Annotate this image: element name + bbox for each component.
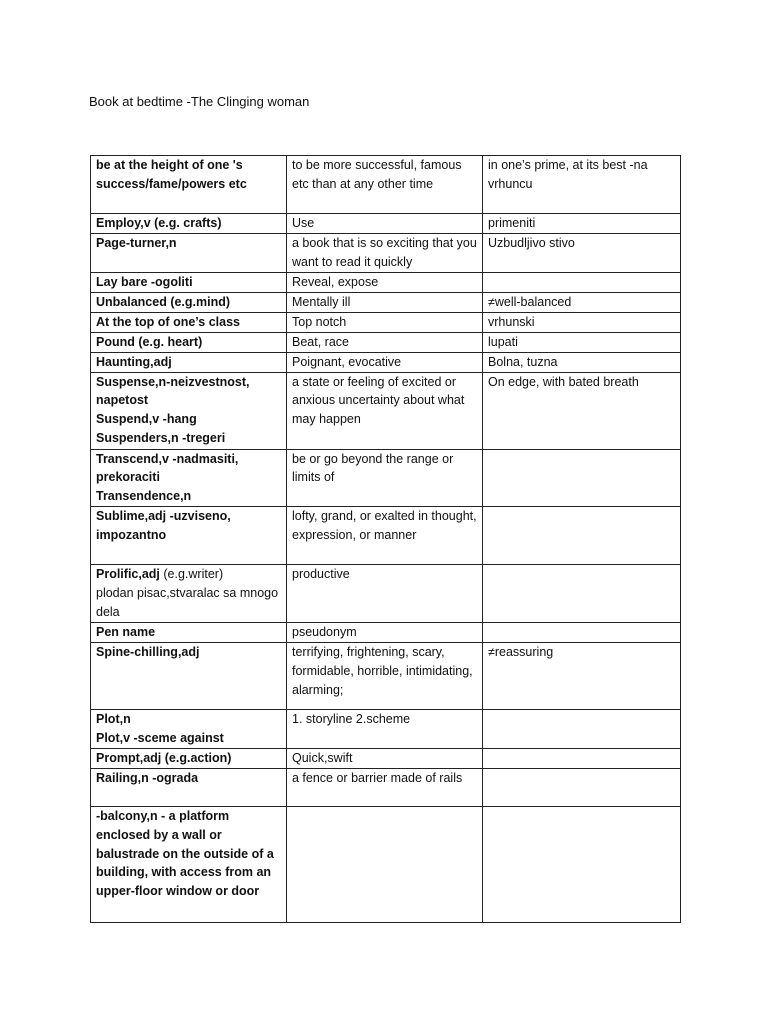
term-cell <box>91 234 287 273</box>
translation-cell: ≠reassuring <box>483 642 681 709</box>
translation-cell <box>483 768 681 806</box>
translation-cell: Bolna, tuzna <box>483 352 681 372</box>
term-line: Pen name <box>96 624 156 639</box>
term-cell <box>91 372 287 449</box>
translation-cell: ≠well-balanced <box>483 292 681 312</box>
table-row <box>91 449 681 506</box>
term-line: -balcony,n - a platform enclosed by a wall or balustrade on the outside of a building, with access from an upper-floor window or door <box>96 808 274 899</box>
term-line: Railing,n -ograda <box>96 770 199 785</box>
table-row <box>91 806 681 922</box>
table-row <box>91 506 681 564</box>
table-row <box>91 292 681 312</box>
translation-cell: primeniti <box>483 214 681 234</box>
definition-cell: Quick,swift <box>287 748 483 768</box>
translation-cell: On edge, with bated breath <box>483 372 681 449</box>
definition-cell: to be more successful, famous etc than at any other time <box>287 156 483 214</box>
definition-cell: terrifying, frightening, scary, formidable, horrible, intimidating, alarming; <box>287 642 483 709</box>
definition-cell: Reveal, expose <box>287 272 483 292</box>
table-row <box>91 372 681 449</box>
translation-cell <box>483 564 681 622</box>
term-cell <box>91 642 287 709</box>
term-line: Suspenders,n -tregeri <box>96 430 226 445</box>
term-line: Pound (e.g. heart) <box>96 334 203 349</box>
table-row <box>91 768 681 806</box>
definition-cell: Use <box>287 214 483 234</box>
translation-cell <box>483 449 681 506</box>
table-row <box>91 272 681 292</box>
definition-cell: Poignant, evocative <box>287 352 483 372</box>
table-row <box>91 352 681 372</box>
term-cell <box>91 709 287 748</box>
term-line: be at the height of one 's success/fame/powers etc <box>96 158 247 191</box>
translation-cell <box>483 272 681 292</box>
term-line: Prompt,adj (e.g.action) <box>96 750 232 765</box>
translation-cell <box>483 622 681 642</box>
term-line: Plot,v -sceme against <box>96 730 224 745</box>
term-line: Unbalanced (e.g.mind) <box>96 294 231 309</box>
definition-cell: lofty, grand, or exalted in thought, expression, or manner <box>287 506 483 564</box>
table-row <box>91 622 681 642</box>
term-cell <box>91 748 287 768</box>
term-line: Sublime,adj -uzviseno, impozantno <box>96 508 231 542</box>
definition-cell: a fence or barrier made of rails <box>287 768 483 806</box>
term-line: Employ,v (e.g. crafts) <box>96 216 222 230</box>
term-cell <box>91 768 287 806</box>
table-row <box>91 748 681 768</box>
term-cell <box>91 622 287 642</box>
definition-cell: a state or feeling of excited or anxious uncertainty about what may happen <box>287 372 483 449</box>
definition-cell: pseudonym <box>287 622 483 642</box>
definition-cell: Top notch <box>287 312 483 332</box>
table-row <box>91 234 681 273</box>
translation-cell: Uzbudljivo stivo <box>483 234 681 273</box>
term-cell <box>91 449 287 506</box>
term-line: Page-turner,n <box>96 236 177 250</box>
term-line: Lay bare -ogoliti <box>96 274 193 289</box>
term-cell <box>91 352 287 372</box>
term-note: (e.g.writer) <box>159 566 224 581</box>
definition-cell: Mentally ill <box>287 292 483 312</box>
table-row <box>91 709 681 748</box>
translation-cell: vrhunski <box>483 312 681 332</box>
term-cell <box>91 564 287 622</box>
translation-cell <box>483 506 681 564</box>
table-row <box>91 564 681 622</box>
definition-cell: be or go beyond the range or limits of <box>287 449 483 506</box>
term-line: Suspend,v -hang <box>96 412 197 427</box>
table-row <box>91 214 681 234</box>
definition-cell: Beat, race <box>287 332 483 352</box>
table-row <box>91 312 681 332</box>
document-title: Book at bedtime -The Clinging woman <box>89 94 310 109</box>
translation-cell <box>483 748 681 768</box>
translation-cell <box>483 709 681 748</box>
definition-cell: a book that is so exciting that you want to read it quickly <box>287 234 483 273</box>
term-cell <box>91 806 287 922</box>
term-cell <box>91 506 287 564</box>
table-row <box>91 156 681 214</box>
definition-cell <box>287 806 483 922</box>
translation-cell: in one’s prime, at its best -na vrhuncu <box>483 156 681 214</box>
translation-cell <box>483 806 681 922</box>
term-cell <box>91 272 287 292</box>
term-line: At the top of one’s class <box>96 314 241 329</box>
translation-cell: lupati <box>483 332 681 352</box>
term-line: Transcend,v -nadmasiti, prekoraciti <box>96 451 239 485</box>
term-line: Plot,n <box>96 711 131 726</box>
vocabulary-table <box>90 155 681 923</box>
term-line: Prolific,adj <box>96 566 160 581</box>
term-translation: plodan pisac,stvaralac sa mnogo dela <box>96 585 279 619</box>
term-cell <box>91 312 287 332</box>
term-line: Transendence,n <box>96 489 192 504</box>
definition-cell: 1. storyline 2.scheme <box>287 709 483 748</box>
term-line: Spine-chilling,adj <box>96 644 200 659</box>
table-row <box>91 642 681 709</box>
term-cell <box>91 156 287 214</box>
term-cell <box>91 214 287 234</box>
table-row <box>91 332 681 352</box>
term-line: Haunting,adj <box>96 354 172 369</box>
term-cell <box>91 292 287 312</box>
vocabulary-table-body <box>91 156 681 923</box>
term-cell <box>91 332 287 352</box>
definition-cell: productive <box>287 564 483 622</box>
term-line: Suspense,n-neizvestnost, napetost <box>96 374 250 408</box>
